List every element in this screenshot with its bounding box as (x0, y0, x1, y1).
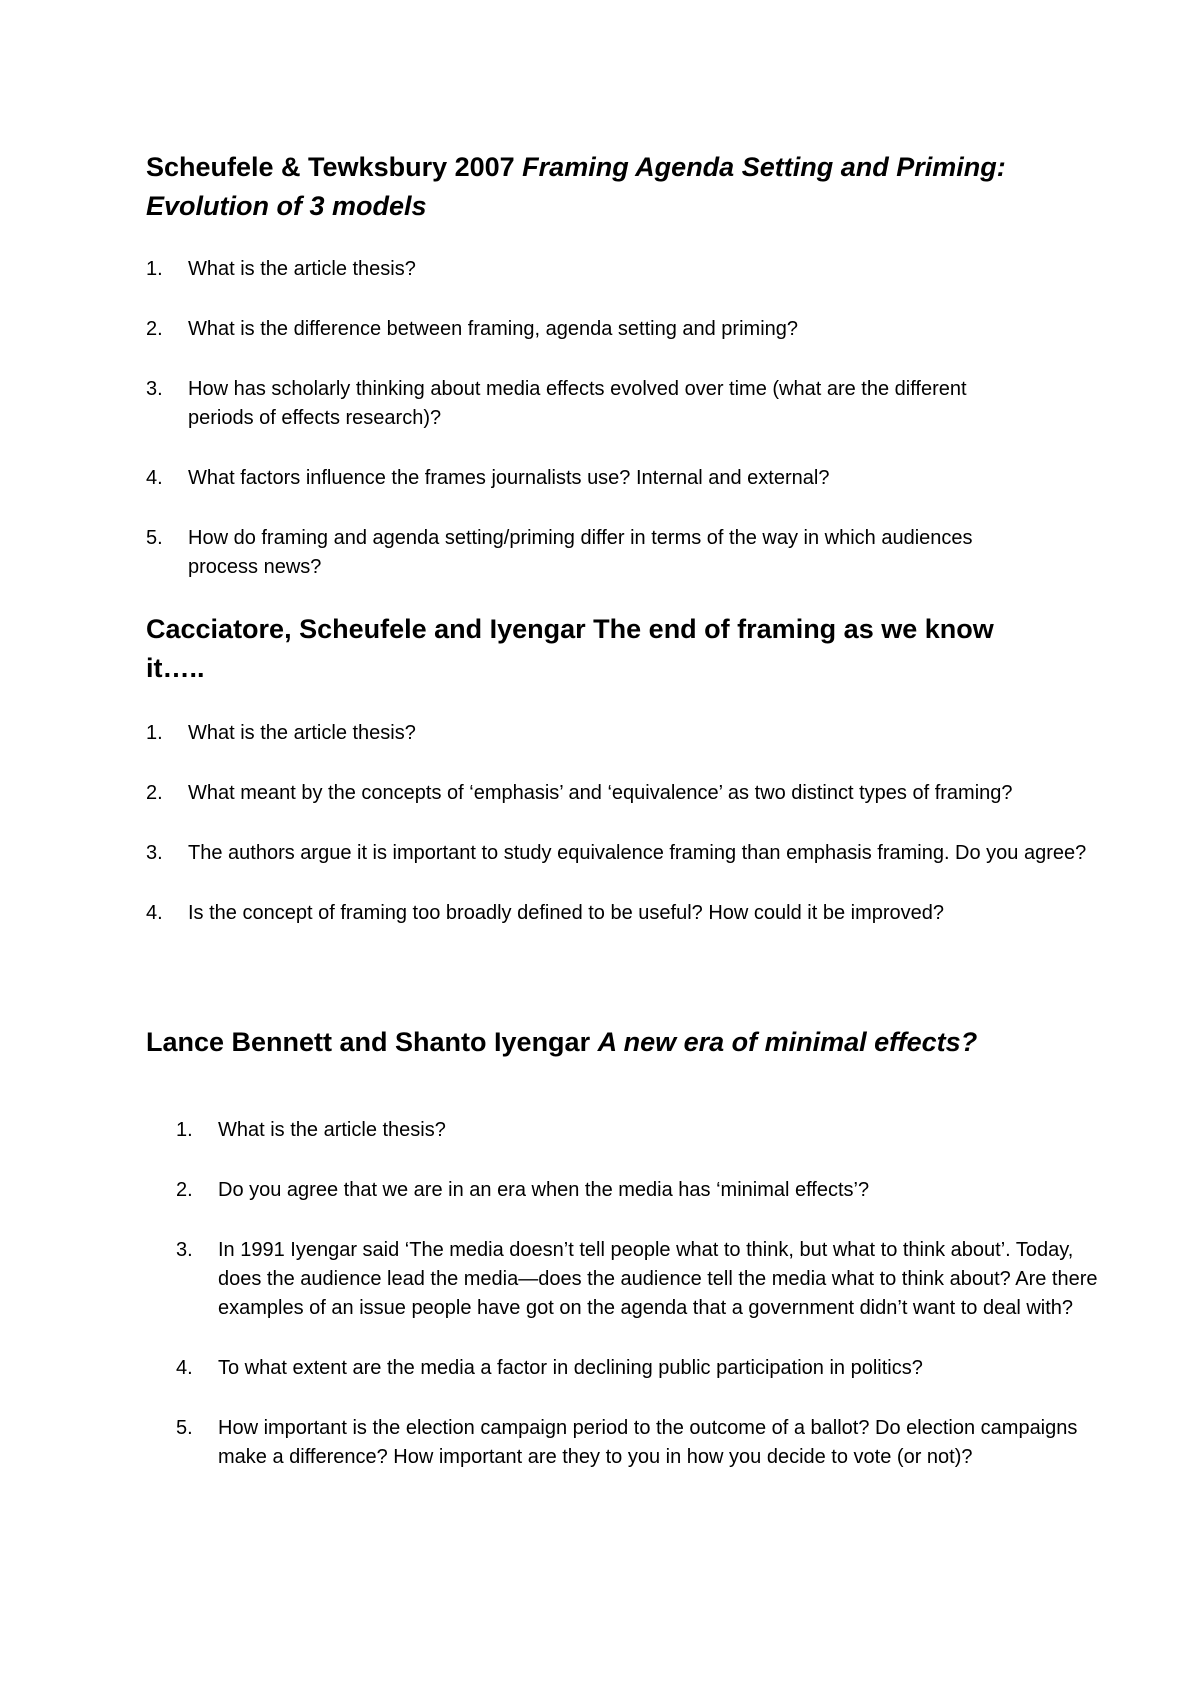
list-item (176, 1414, 1078, 1472)
question-list (146, 719, 1087, 928)
question-text: How do framing and agenda setting/priming differ in terms of the way in which audiences process news? (188, 527, 973, 578)
section-cacciatore-scheufele-iyengar (146, 610, 1087, 928)
question-number: 1. (146, 722, 163, 744)
section-heading (146, 610, 1046, 688)
section-heading (146, 148, 1066, 226)
list-item (146, 524, 1018, 582)
section-heading (146, 1023, 1066, 1062)
heading-title: A new era of minimal effects? (597, 1027, 978, 1057)
list-item (176, 1176, 1066, 1205)
question-number: 3. (146, 842, 163, 864)
list-item (146, 899, 1066, 928)
question-text: What is the article thesis? (188, 722, 416, 744)
question-text: In 1991 Iyengar said ‘The media doesn’t tell people what to think, but what to think about’. Today, does the audience lead the media—does the audience tell the media what to think about? Are there examples of an issue people have got on the agenda that a government didn’t want to deal with? (218, 1239, 1098, 1319)
list-item (146, 464, 1066, 493)
list-item (146, 719, 1066, 748)
question-text: The authors argue it is important to study equivalence framing than emphasis framing. Do you agree? (188, 842, 1087, 864)
question-number: 4. (146, 902, 163, 924)
question-number: 1. (146, 258, 163, 280)
question-number: 3. (146, 378, 163, 400)
question-text: What meant by the concepts of ‘emphasis’ and ‘equivalence’ as two distinct types of framing? (188, 782, 1013, 804)
question-text: How has scholarly thinking about media effects evolved over time (what are the different periods of effects research)? (188, 378, 967, 429)
question-number: 2. (146, 782, 163, 804)
list-item (146, 779, 1088, 808)
question-text: What is the difference between framing, agenda setting and priming? (188, 318, 798, 340)
heading-authors: Cacciatore, Scheufele and Iyengar The end of framing as we know it….. (146, 614, 994, 683)
question-number: 4. (146, 467, 163, 489)
question-text: What is the article thesis? (218, 1119, 446, 1141)
question-number: 2. (176, 1179, 193, 1201)
heading-authors: Scheufele & Tewksbury 2007 (146, 152, 523, 182)
section-bennett-iyengar (146, 1023, 1098, 1472)
question-text: What factors influence the frames journalists use? Internal and external? (188, 467, 830, 489)
question-number: 5. (146, 527, 163, 549)
list-item (176, 1354, 1066, 1383)
question-number: 3. (176, 1239, 193, 1261)
question-text: How important is the election campaign period to the outcome of a ballot? Do election campaigns make a difference? How important are they to you in how you decide to vote (or not)? (218, 1417, 1078, 1468)
question-text: Do you agree that we are in an era when the media has ‘minimal effects’? (218, 1179, 870, 1201)
question-number: 2. (146, 318, 163, 340)
list-item (146, 839, 1088, 868)
heading-authors: Lance Bennett and Shanto Iyengar (146, 1027, 598, 1057)
question-number: 1. (176, 1119, 193, 1141)
list-item (176, 1236, 1100, 1323)
question-list (146, 255, 1066, 582)
list-item (146, 315, 1066, 344)
heading-title: Framing Agenda Setting and Priming: Evolution of 3 models (146, 152, 1006, 221)
question-text: What is the article thesis? (188, 258, 416, 280)
question-text: To what extent are the media a factor in declining public participation in politics? (218, 1357, 923, 1379)
list-item (146, 255, 1066, 284)
question-list (176, 1116, 1098, 1472)
section-scheufele-tewksbury (146, 148, 1066, 582)
question-number: 4. (176, 1357, 193, 1379)
list-item (146, 375, 1018, 433)
list-item (176, 1116, 1066, 1145)
question-text: Is the concept of framing too broadly defined to be useful? How could it be improved? (188, 902, 945, 924)
question-number: 5. (176, 1417, 193, 1439)
